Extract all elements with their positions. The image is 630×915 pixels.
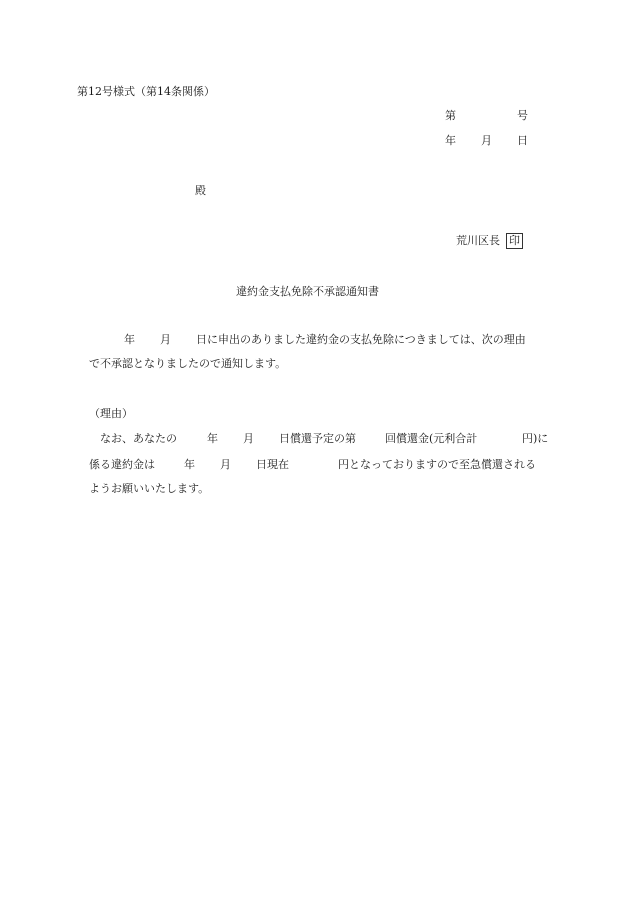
issuer-line xyxy=(456,233,523,249)
body-line-2: で不承認となりましたので通知します。 xyxy=(89,357,287,370)
document-number-suffix: 号 xyxy=(517,109,528,122)
issuer-name: 荒川区長 xyxy=(456,234,500,247)
reason-line-3: ようお願いいたします。 xyxy=(89,482,210,495)
reason-line-1-b: 日償還予定の第 xyxy=(279,432,356,445)
reason-line-2-c: 円となっておりますので至急償還される xyxy=(338,458,536,471)
body-line-1: 日に申出のありました違約金の支払免除につきましては、次の理由 xyxy=(196,333,526,346)
reason-line-2-b: 日現在 xyxy=(256,458,289,471)
form-label: 第12号様式（第14条関係） xyxy=(77,85,215,98)
reason-line-1-d: 円)に xyxy=(522,432,549,445)
date-year-label: 年 xyxy=(445,134,456,147)
reason-line-1-a: なお、あなたの xyxy=(100,432,177,445)
reason-line-1-month: 月 xyxy=(243,432,254,445)
body-month-label: 月 xyxy=(160,333,171,346)
date-day-label: 日 xyxy=(517,134,528,147)
reason-line-2-month: 月 xyxy=(220,458,231,471)
reason-line-1-year: 年 xyxy=(207,432,218,445)
reason-line-2-year: 年 xyxy=(184,458,195,471)
addressee-suffix: 殿 xyxy=(195,184,206,197)
date-month-label: 月 xyxy=(481,134,492,147)
reason-heading: （理由） xyxy=(89,407,133,420)
reason-line-1-c: 回償還金(元利合計 xyxy=(385,432,478,445)
reason-line-2-a: 係る違約金は xyxy=(89,458,155,471)
document-title: 違約金支払免除不承認通知書 xyxy=(236,285,379,298)
body-year-label: 年 xyxy=(124,333,135,346)
document-number-prefix: 第 xyxy=(445,109,456,122)
seal-mark: 印 xyxy=(506,233,523,249)
